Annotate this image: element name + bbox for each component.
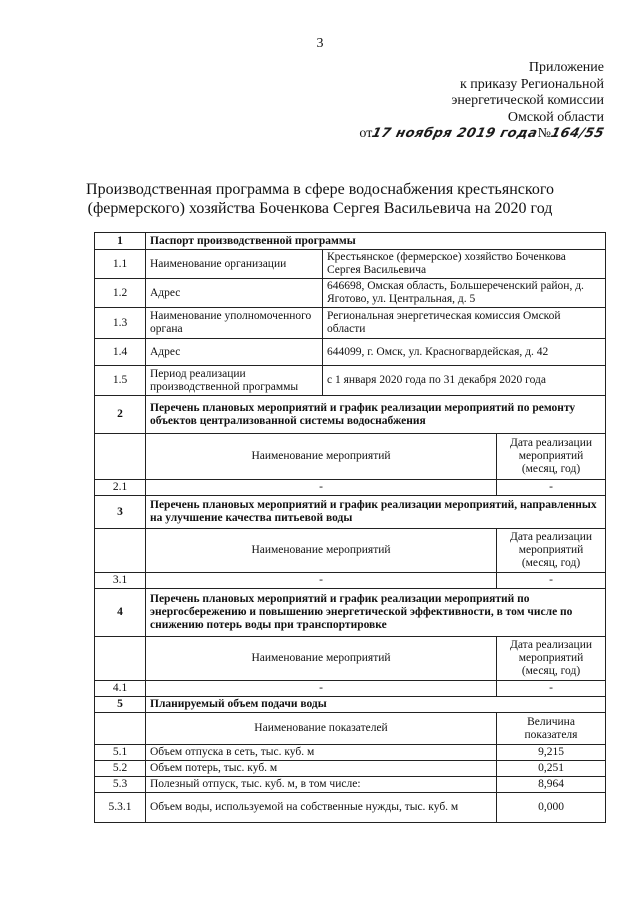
section-3-header-row	[95, 496, 606, 529]
table-row	[95, 250, 606, 279]
row-name: -	[146, 681, 497, 697]
section-5-column-header	[95, 713, 606, 745]
table-row	[95, 745, 606, 761]
section-5-heading: Планируемый объем подачи воды	[146, 697, 606, 713]
row-value: 646698, Омская область, Большереченский район, д. Яготово, ул. Центральная, д. 5	[323, 279, 606, 308]
col-implementation-date: Дата реализации мероприятий (месяц, год)	[497, 434, 606, 480]
row-value: Крестьянское (фермерское) хозяйство Боченкова Сергея Васильевича	[323, 250, 606, 279]
empty-cell	[95, 637, 146, 681]
row-num: 1.2	[95, 279, 146, 308]
table-row	[95, 308, 606, 339]
row-num: 1.1	[95, 250, 146, 279]
row-date: -	[497, 573, 606, 589]
order-date-number	[359, 126, 604, 142]
empty-cell	[95, 529, 146, 573]
table-row	[95, 366, 606, 396]
row-name: Объем отпуска в сеть, тыс. куб. м	[146, 745, 497, 761]
col-activity-name: Наименование мероприятий	[146, 434, 497, 480]
section-3-num: 3	[95, 496, 146, 529]
table-row	[95, 339, 606, 366]
row-num: 1.4	[95, 339, 146, 366]
col-activity-name: Наименование мероприятий	[146, 529, 497, 573]
row-name: Полезный отпуск, тыс. куб. м, в том числе:	[146, 777, 497, 793]
row-name: -	[146, 573, 497, 589]
section-2-heading: Перечень плановых мероприятий и график реализации мероприятий по ремонту объектов централизованной системы водоснабжения	[146, 396, 606, 434]
empty-cell	[95, 713, 146, 745]
row-value: 644099, г. Омск, ул. Красногвардейская, д. 42	[323, 339, 606, 366]
table-row	[95, 681, 606, 697]
section-1-num: 1	[95, 233, 146, 250]
number-sign: №	[537, 126, 552, 141]
document-title	[0, 180, 640, 218]
section-4-header-row	[95, 589, 606, 637]
row-name: Объем потерь, тыс. куб. м	[146, 761, 497, 777]
row-label: Наименование уполномоченного органа	[146, 308, 323, 339]
table-row	[95, 761, 606, 777]
col-activity-name: Наименование мероприятий	[146, 637, 497, 681]
page-number: 3	[316, 36, 324, 51]
section-3-column-header	[95, 529, 606, 573]
section-4-column-header	[95, 637, 606, 681]
row-value: 8,964	[497, 777, 606, 793]
row-value: с 1 января 2020 года по 31 декабря 2020 года	[323, 366, 606, 396]
row-name: -	[146, 480, 497, 496]
section-5-num: 5	[95, 697, 146, 713]
row-label: Адрес	[146, 279, 323, 308]
row-value: 9,215	[497, 745, 606, 761]
row-num: 5.2	[95, 761, 146, 777]
section-1-header-row	[95, 233, 606, 250]
appendix-line-1: Приложение	[528, 60, 604, 75]
section-5-header-row	[95, 697, 606, 713]
row-value: 0,251	[497, 761, 606, 777]
appendix-line-3: энергетической комиссии	[451, 93, 604, 108]
row-label: Адрес	[146, 339, 323, 366]
section-3-heading: Перечень плановых мероприятий и график реализации мероприятий, направленных на улучшение качества питьевой воды	[146, 496, 606, 529]
row-num: 5.1	[95, 745, 146, 761]
col-implementation-date: Дата реализации мероприятий (месяц, год)	[497, 637, 606, 681]
table-row	[95, 279, 606, 308]
row-date: -	[497, 480, 606, 496]
table-row	[95, 480, 606, 496]
row-value: Региональная энергетическая комиссия Омской области	[323, 308, 606, 339]
row-num: 4.1	[95, 681, 146, 697]
row-num: 5.3	[95, 777, 146, 793]
col-indicator-name: Наименование показателей	[146, 713, 497, 745]
title-line-2: (фермерского) хозяйства Боченкова Сергея Васильевича на 2020 год	[87, 200, 553, 217]
table-row	[95, 573, 606, 589]
appendix-line-2: к приказу Региональной	[459, 76, 604, 92]
section-4-heading: Перечень плановых мероприятий и график реализации мероприятий по энергосбережению и повышению энергетической эффективности, в том числе по снижению потерь воды при транспортировке	[146, 589, 606, 637]
table-row	[95, 793, 606, 823]
section-4-num: 4	[95, 589, 146, 637]
appendix-line-4: Омской области	[507, 109, 604, 125]
handwritten-number: 164/55	[549, 126, 606, 141]
section-1-heading: Паспорт производственной программы	[146, 233, 606, 250]
col-implementation-date: Дата реализации мероприятий (месяц, год)	[497, 529, 606, 573]
from-label: от	[359, 126, 373, 141]
section-2-num: 2	[95, 396, 146, 434]
row-label: Период реализации производственной программы	[146, 366, 323, 396]
row-label: Наименование организации	[146, 250, 323, 279]
row-value: 0,000	[497, 793, 606, 823]
production-program-table	[94, 232, 606, 823]
section-2-column-header	[95, 434, 606, 480]
row-num: 1.3	[95, 308, 146, 339]
row-num: 5.3.1	[95, 793, 146, 823]
handwritten-date: 17 ноября 2019 года	[370, 126, 540, 141]
row-num: 2.1	[95, 480, 146, 496]
section-2-header-row	[95, 396, 606, 434]
table-row	[95, 777, 606, 793]
col-indicator-value: Величина показателя	[497, 713, 606, 745]
row-num: 1.5	[95, 366, 146, 396]
title-line-1: Производственная программа в сфере водоснабжения крестьянского	[86, 181, 554, 198]
empty-cell	[95, 434, 146, 480]
row-name: Объем воды, используемой на собственные нужды, тыс. куб. м	[146, 793, 497, 823]
appendix-block	[451, 60, 604, 126]
row-date: -	[497, 681, 606, 697]
row-num: 3.1	[95, 573, 146, 589]
